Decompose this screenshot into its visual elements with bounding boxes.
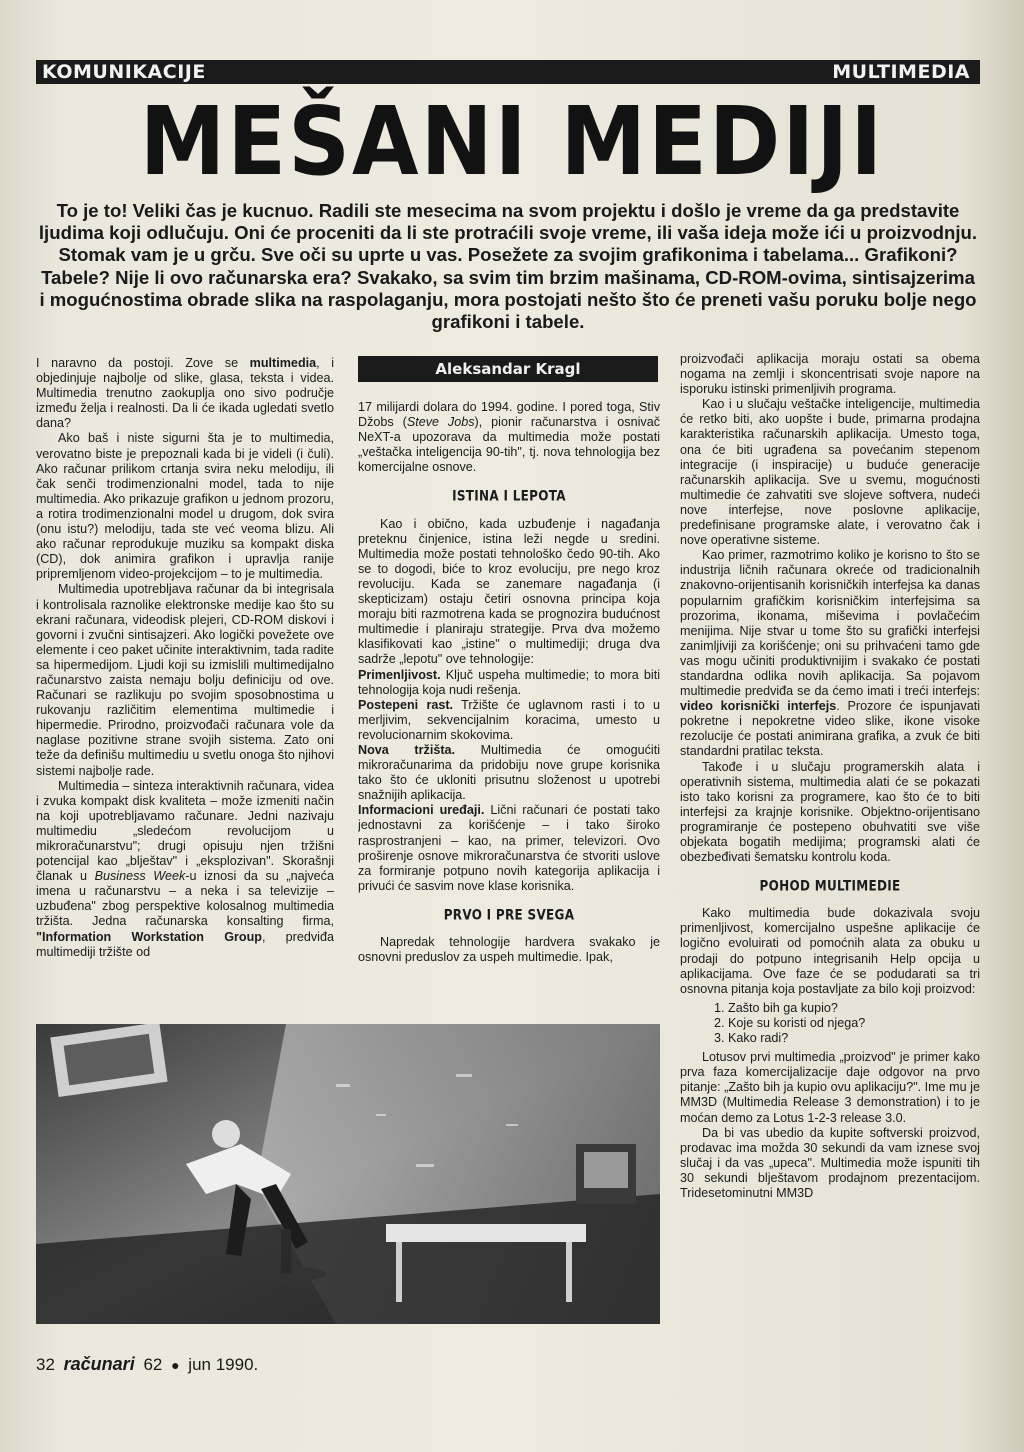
paragraph: Napredak tehnologije hardvera svakako je osnovni preduslov za uspeh multimedie. Ipak,	[358, 935, 660, 965]
paragraph: I naravno da postoji. Zove se multimedia, i objedinjuje najbolje od slike, glasa, teksta i videa. Multimedia trenutno zaokuplja ono sivo područje između želja i realnosti. Da li će ikada ugledati svetlo dana?	[36, 356, 334, 431]
list-item: 2. Koje su koristi od njega?	[728, 1016, 980, 1031]
list-item: Informacioni uređaji. Lični računari će postati tako jednostavni za korišćenje – i tako široko rasprostranjeni – kao, na primer, televizori. Ovo proširenje osnove mikroračunarstva će stvoriti uslove za formiranje potpuno novih kategorija aplikacija i privući će sasvim nove klase korisnika.	[358, 803, 660, 893]
text-column-2	[358, 400, 660, 1020]
section-label-left: KOMUNIKACIJE	[42, 61, 206, 83]
list-item: Primenljivost. Ključ uspeha multimedie; to mora biti tehnologija koja nudi rešenja.	[358, 667, 660, 697]
issue-date: jun 1990.	[188, 1355, 259, 1374]
section-header-bar	[36, 60, 980, 84]
bullet-icon: ●	[171, 1357, 180, 1373]
text-column-1	[36, 356, 334, 1016]
author-byline: Aleksandar Kragl	[358, 356, 658, 382]
paragraph: Kao i obično, kada uzbuđenje i nagađanja preteknu činjenice, istina leži negde u sredini. Multimedia može postati tehnološko čedo 90-tih. Ako se to dogodi, biće to kroz evoluciju, pre nego kroz revoluciju. Kada se zanemare nagađanja (i skepticizam) ostaju četiri osnovna principa koja moraju biti razmotrena kada se prognozira budućnost multimedie i planiraju strategije. Prva dva možemo klasifikovati kao „istine" o multimediji; druga dva sadrže „lepotu" ove tehnologije:	[358, 516, 660, 667]
page-number: 32	[36, 1355, 55, 1374]
subheading: PRVO I PRE SVEGA	[443, 906, 575, 923]
list-item: 3. Kako radi?	[728, 1031, 980, 1046]
paragraph: Kako multimedia bude dokazivala svoju primenljivost, komercijalno uspešne aplikacije će logično evoluirati od pomoćnih alata za obuku u prodaji do potpuno integrisanih Help opcija u aplikacijama. Ove faze će se podudarati sa tri osnovna pitanja koja postavljate za bilo koji proizvod:	[680, 906, 980, 996]
paragraph: Kao primer, razmotrimo koliko je korisno to što se industrija ličnih računara okreće od tradicionalnih znakovno-orijentisanih korisničkih interfejsa ka danas popularnim grafičkim korisničkim interfejsima sa prozorima, ikonama, miševima i povlačećim menijima. Nije stvar u tome što su grafički interfejsi zanimljiviji za korišćenje; oni su prihvaćeni tamo gde vas mogu učiniti produktivnijim i svakako će postati standardna odlika novih aplikacija. Sa pojavom multimedie predviđa se da ćemo imati i treći interfejs: video korisnički interfejs. Prozore će ispunjavati pokretne i nepokretne video slike, ikone visoke rezolucije će postati animirana grafika, a zvuk će biti standardni pratilac teksta.	[680, 548, 980, 759]
list-item: Postepeni rast. Tržište će uglavnom rasti i to u merljivim, sekvencijalnim koracima, umesto u revolucionarnim skokovima.	[358, 697, 660, 742]
paragraph: Kao i u slučaju veštačke inteligencije, multimedia će retko biti, ako uopšte i bude, primarna prodajna karakteristika računarskih aplikacija. Umesto toga, ona će biti ugrađena sa povećanim stepenom integracije (i inspiracije) u buduće generacije računarskih aplikacija. Sve u svemu, mogućnosti multimedie će zahvatiti sve slojeve softvera, nudeći nove interfejse, nove poslovne aplikacije, predefinisane programske alate, i verovatno čak i nove operativne sisteme.	[680, 397, 980, 548]
paragraph: proizvođači aplikacija moraju ostati sa obema nogama na zemlji i skoncentrisati svoje napore na isporuku istinski primenljivih programa.	[680, 352, 980, 397]
issue-number: 62	[143, 1355, 163, 1374]
paragraph: Multimedia upotrebljava računar da bi integrisala i kontrolisala raznolike elektronske medije kao što su ekrani računara, videodisk pleјeri, CD-ROM diskovi i govorni i zvučni sintisajzeri. Ako logički povežete ove elemente i ceo paket učinite interaktivnim, tada radite sa hipermedijom. Ljudi koji su izmislili multimedijalno računarstvo zaista nemaju bolju definiciju od ove. Računari se razlikuju po svojim sposobnostima u rukovanju različitim elementima multimedie i hipermedie. Prirodno, proizvođači računara vole da naglase pozitivne strane svojih sistema. Zato oni teže da definišu multimediu u svetlu onoga što njihovi sistemi najbolje rade.	[36, 582, 334, 778]
page-footer	[36, 1352, 258, 1376]
subheading: ISTINA I LEPOTA	[452, 488, 566, 505]
article-headline: MEŠANI MEDIJI	[139, 87, 885, 197]
list-item: 1. Zašto bih ga kupio?	[728, 1001, 980, 1016]
paragraph: Takođe i u slučaju programerskih alata i operativnih sistema, multimedia alati će se pokazati isto tako korisni za programere, kao što će to biti interfejsi za krajnje korisnike. Objektno-orijentisano programiranje će postepeno obuhvatiti sve više objekata bogatih medijima; programski alati će obezbeđivati šematsku kontrolu koda.	[680, 759, 980, 865]
photo-illustration	[36, 1024, 660, 1324]
article-lede: To je to! Veliki čas je kucnuo. Radili ste mesecima na svom projektu i došlo je vreme da ga predstavite ljudima koji odlučuju. Oni će proceniti da li ste protraćili svoje vreme, ili vaša ideja može ići u proizvodnju. Stomak vam je u grču. Sve oči su uprte u vas. Posežete za svojim grafikonima i tabelama... Grafikoni? Tabele? Nije li ovo računarska era? Svakako, sa svim tim brzim mašinama, CD-ROM-ovima, sintisajzerima i mogućnostima obrade slika na raspolaganju, mora postojati nešto što će preneti vašu poruku bolje nego grafikoni i tabele.	[38, 200, 978, 333]
article-photo	[36, 1024, 660, 1324]
section-label-right: MULTIMEDIA	[832, 61, 970, 83]
paragraph: Da bi vas ubedio da kupite softverski proizvod, prodavac ima možda 30 sekundi da vam iznese svoj slučaj i da vas „upeca". Multimedia može ispuniti tih 30 sekundi blještavom prodajnom prezentacijom. Tridesetominutni MM3D	[680, 1125, 980, 1200]
paragraph: Multimedia – sinteza interaktivnih računara, videa i zvuka kompakt disk kvaliteta – može izmeniti način na koji upotrebljavamo računare. Jedni nazivaju multimediu „sledećom revolucijom u mikroračunarstvu"; drugi opisuju njen tržišni potencijal kao „blještav" i „eksplozivan". Skorašnji članak u Business Week-u iznosi da su „najveća imena u računarstvu – a neka i sa televizije – uzbuđena" zbog perspektive kolosalnog multimedia tržišta. Jedna računarska konsalting firma, "Information Workstation Group, predviđa multimediji tržište od	[36, 778, 334, 959]
magazine-name: računari	[63, 1354, 135, 1374]
paragraph: 17 milijardi dolara do 1994. godine. I pored toga, Stiv Džobs (Steve Jobs), pionir računarstva i osnivač NeXT-a upozorava da multimedia može postati „veštačka inteligencija 90-tih", tj. nova tehnologija bez komercijalne osnove.	[358, 400, 660, 475]
list-item: Nova tržišta. Multimedia će omogućiti mikroračunarima da pridobiju nove grupe korisnika tako što će ukloniti prisutnu složenost u upotrebi snažnijih aplikacija.	[358, 742, 660, 803]
paragraph: Lotusov prvi multimedia „proizvod" je primer kako prva faza komercijalizacije daje odgovor na prvo pitanje: „Zašto bih ja kupio ovu aplikaciju?". Ime mu je MM3D (Multimedia Release 3 demonstration) i to je moćan demo za Lotus 1-2-3 release 3.0.	[680, 1050, 980, 1125]
text-column-3	[680, 352, 980, 1352]
paragraph: Ako baš i niste sigurni šta je to multimedia, verovatno biste je prepoznali kada bi je videli (i čuli). Ako računar prilikom crtanja svira neku melodiju, ili čak senči trodimenzionalni model, tada to nije multimedia. Ako prikazuje grafikon u jednom prozoru, a rotira trodimenzionalni model u drugom, dok svira (onu istu?) melodiju, tada ste već veoma blizu. Ali ako računar reprodukuje muziku sa kompakt diska (CD), dok animira grafikon i upravlja ranije pripremljenom video-projekcijom – to je multimedia.	[36, 431, 334, 582]
subheading: POHOD MULTIMEDIE	[759, 878, 901, 895]
question-list	[680, 1001, 980, 1046]
